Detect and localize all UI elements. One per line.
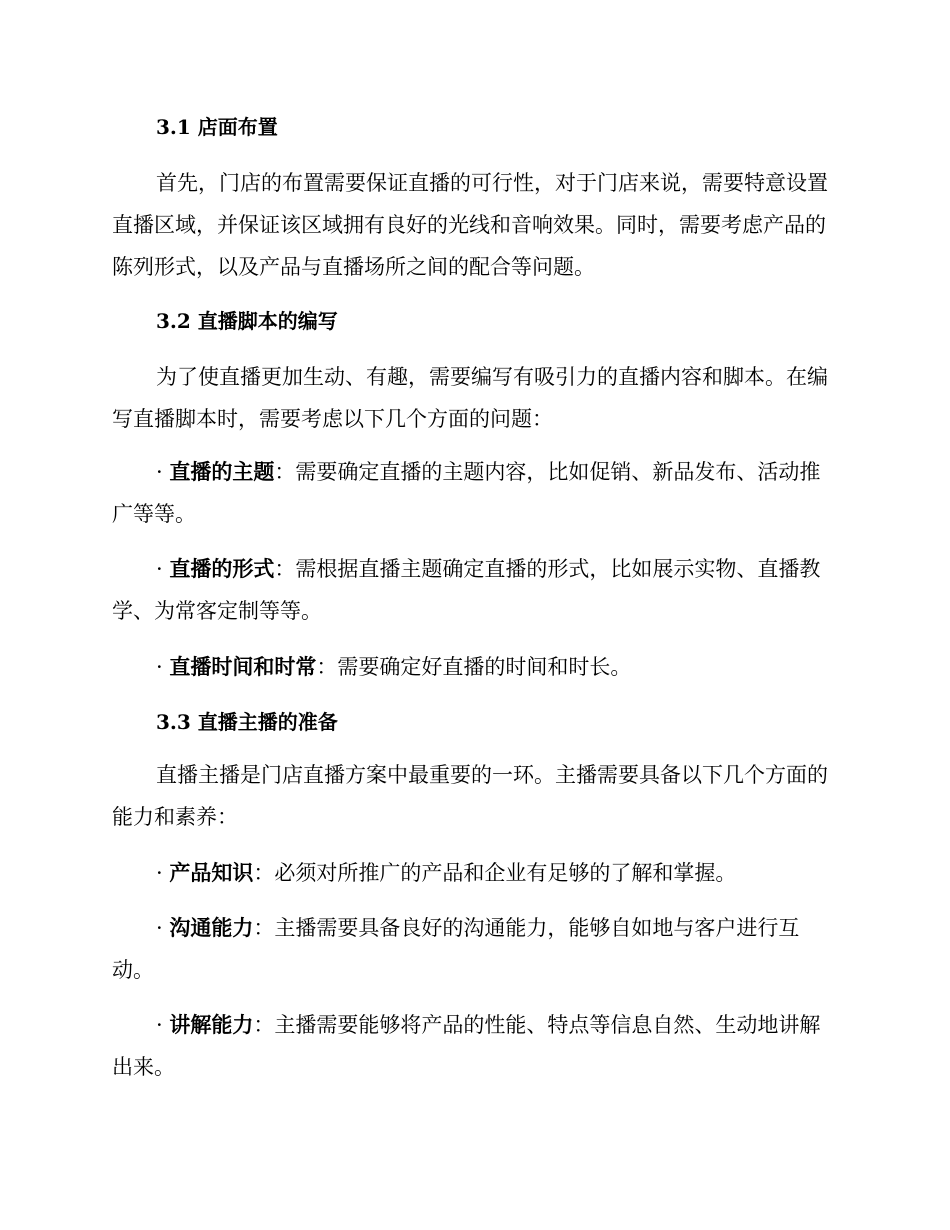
bullet-text: ：需要确定直播的主题内容，比如促销、新品发布、活动推广等等。 <box>112 460 821 526</box>
bullet-text: ：必须对所推广的产品和企业有足够的了解和掌握。 <box>253 861 737 885</box>
bullet-marker: · <box>156 916 170 940</box>
bullet-term: 直播时间和时常 <box>169 654 317 679</box>
bullet-term: 直播的形式 <box>169 556 275 581</box>
section-heading-3-1: 3.1 店面布置 <box>156 115 278 139</box>
bullet-text: ：需要确定好直播的时间和时长。 <box>316 655 632 679</box>
bullet-term: 直播的主题 <box>169 459 275 484</box>
bullet-item-live-time <box>112 646 834 688</box>
bullet-text: ：主播需要具备良好的沟通能力，能够自如地与客户进行互动。 <box>112 916 800 982</box>
bullet-term: 产品知识 <box>169 860 254 885</box>
bullet-item-live-format <box>112 548 834 632</box>
bullet-text: ：需根据直播主题确定直播的形式，比如展示实物、直播教学、为常客定制等等。 <box>112 557 821 623</box>
bullet-item-communication <box>112 907 834 991</box>
bullet-item-live-theme <box>112 451 834 535</box>
bullet-marker: · <box>156 861 170 885</box>
paragraph-host-intro: 直播主播是门店直播方案中最重要的一环。主播需要具备以下几个方面的能力和素养： <box>112 763 828 829</box>
section-heading-3-2: 3.2 直播脚本的编写 <box>156 309 338 333</box>
bullet-marker: · <box>156 1013 170 1037</box>
bullet-marker: · <box>156 557 170 581</box>
bullet-marker: · <box>156 460 170 484</box>
bullet-term: 讲解能力 <box>169 1012 254 1037</box>
bullet-item-product-knowledge <box>112 852 834 894</box>
paragraph-script-intro: 为了使直播更加生动、有趣，需要编写有吸引力的直播内容和脚本。在编写直播脚本时，需要考虑以下几个方面的问题： <box>112 365 828 431</box>
section-heading-3-3: 3.3 直播主播的准备 <box>156 710 338 734</box>
bullet-text: ：主播需要能够将产品的性能、特点等信息自然、生动地讲解出来。 <box>112 1013 821 1079</box>
bullet-marker: · <box>156 655 170 679</box>
paragraph-store-layout: 首先，门店的布置需要保证直播的可行性，对于门店来说，需要特意设置直播区域，并保证该区域拥有良好的光线和音响效果。同时，需要考虑产品的陈列形式，以及产品与直播场所之间的配合等问题。 <box>112 171 828 279</box>
bullet-term: 沟通能力 <box>169 915 254 940</box>
bullet-item-explanation <box>112 1004 834 1088</box>
